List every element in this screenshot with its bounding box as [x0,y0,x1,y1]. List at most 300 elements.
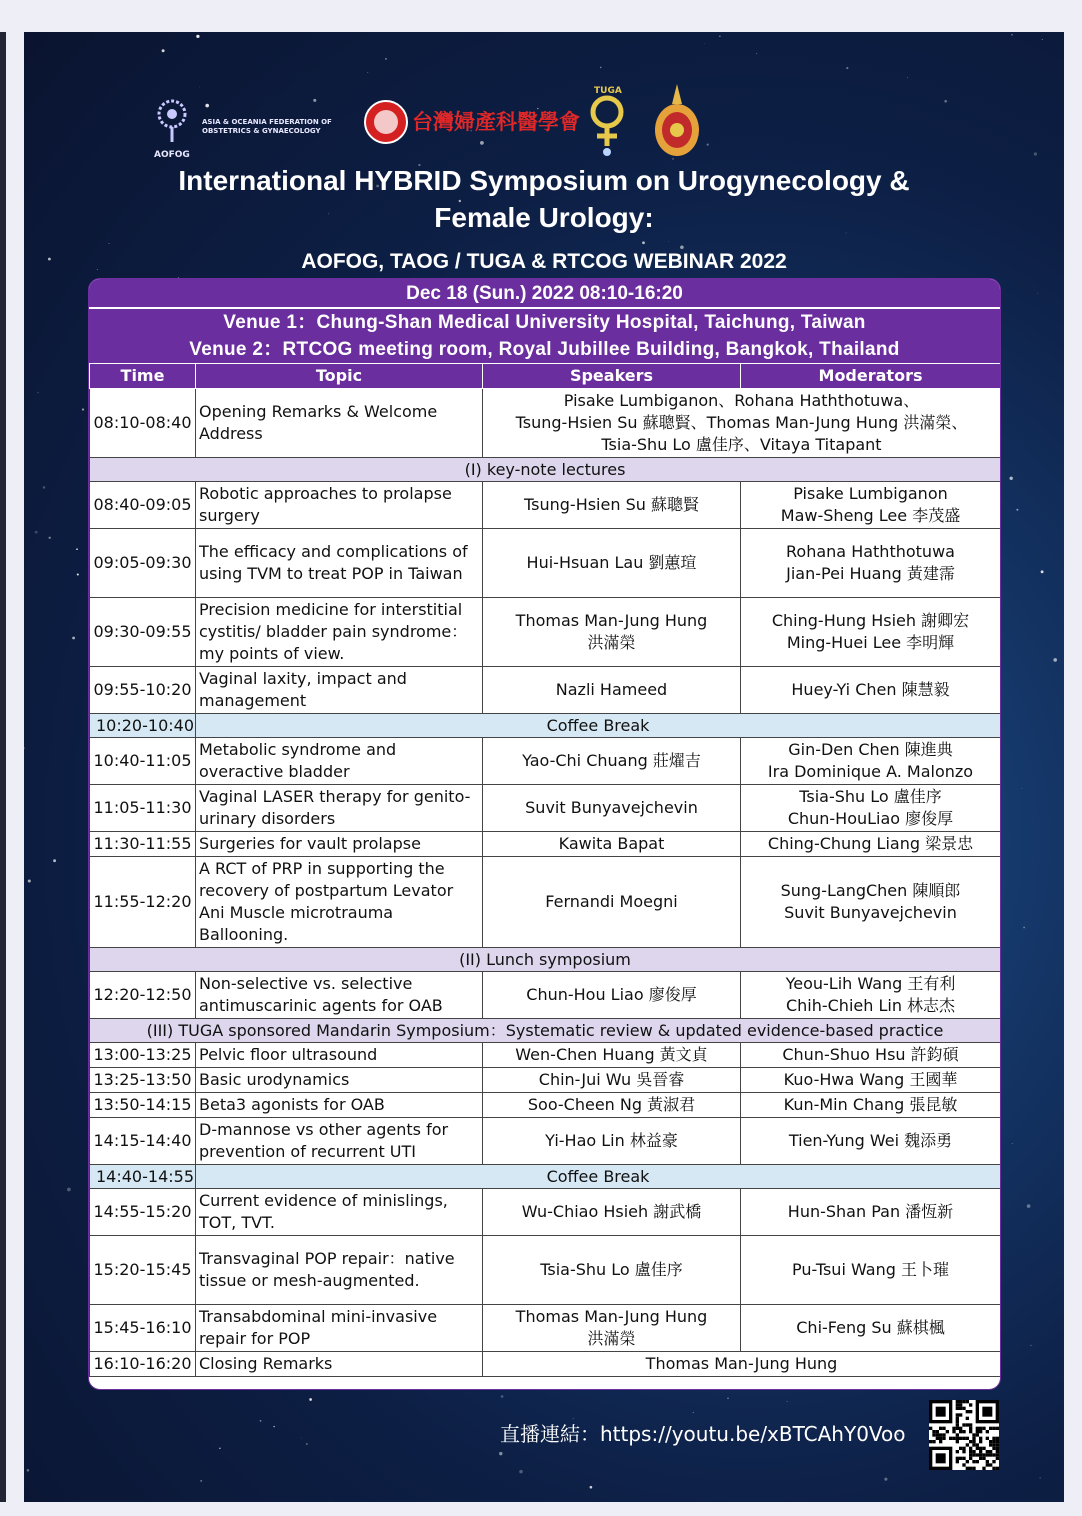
star [1023,927,1025,929]
qr-module [962,1437,965,1440]
star [1042,39,1043,40]
table-row [90,1189,1001,1236]
row-moderators [741,1068,1001,1093]
star [301,1438,302,1439]
star [642,241,645,244]
row-moderators [741,482,1001,529]
qr-module [959,1427,962,1430]
qr-module [989,1463,992,1466]
table-row [90,1043,1001,1068]
row-time: 13:00-13:25 [90,1043,196,1068]
person-line: Pu-Tsui Wang 王卜璀 [792,1260,949,1279]
col-topic: Topic [196,364,483,389]
row-speaker [483,529,741,598]
qr-module [969,1440,972,1443]
person-line: Thomas Man-Jung Hung [515,611,708,630]
star [907,77,908,78]
row-moderators [741,1118,1001,1165]
break-label: Coffee Break [196,714,1001,738]
star [1016,509,1018,511]
table-row [90,598,1001,667]
person-line: Nazli Hameed [555,680,668,699]
row-speaker [483,1189,741,1236]
star [306,1443,308,1445]
qr-module [936,1407,946,1417]
qr-module [956,1450,959,1453]
qr-module [979,1457,982,1460]
person-line: Pisake Lumbiganon [793,484,948,503]
star [43,486,46,489]
star [1039,1477,1040,1478]
webinar-subtitle: AOFOG, TAOG / TUGA & RTCOG WEBINAR 2022 [301,250,787,273]
person-line: Wen-Chen Huang 黃文貞 [515,1045,708,1064]
qr-module [956,1407,959,1410]
qr-module [969,1427,972,1430]
qr-module [972,1460,975,1463]
qr-module [959,1413,962,1416]
break-row [90,1165,1001,1189]
row-speaker [483,667,741,714]
row-moderators [741,832,1001,857]
qr-module [956,1433,959,1436]
qr-module [976,1447,979,1450]
qr-module [966,1460,969,1463]
qr-module [949,1437,952,1440]
star [219,1448,220,1449]
qr-module [962,1430,965,1433]
qr-module [969,1423,972,1426]
qr-module [989,1440,992,1443]
qr-module [962,1463,965,1466]
qr-module [942,1433,945,1436]
row-moderators [741,857,1001,948]
qr-module [962,1450,965,1453]
qr-module [976,1443,979,1446]
qr-module [986,1453,989,1456]
row-time: 08:40-09:05 [90,482,196,529]
star [1027,1204,1031,1208]
row-time: 11:55-12:20 [90,857,196,948]
row-people: Thomas Man-Jung Hung [483,1352,1001,1377]
row-topic: Vaginal laxity, impact and management [196,667,483,714]
person-line: Rohana Haththotuwa [786,542,955,561]
row-topic: Vaginal LASER therapy for genito-urinary disorders [196,785,483,832]
person-line: Suvit Bunyavejchevin [525,798,698,817]
person-line: Kun-Min Chang 張昆敏 [783,1095,958,1114]
qr-module [969,1457,972,1460]
star [590,1486,593,1489]
qr-code-icon[interactable] [929,1400,999,1470]
table-row [90,529,1001,598]
aofog-short: AOFOG [154,150,190,160]
star [756,53,757,54]
qr-module [942,1427,945,1430]
row-time: 15:45-16:10 [90,1305,196,1352]
logo-row [24,86,1064,165]
star [600,67,602,69]
qr-module [992,1427,995,1430]
person-line: Chih-Chieh Lin 林志杰 [785,996,956,1015]
qr-module [939,1440,942,1443]
star [309,1398,312,1401]
person-line: Wu-Chiao Hsieh 謝武橋 [521,1202,702,1221]
star [1011,34,1013,36]
aofog-text: ASIA & OCEANIA FEDERATION OF OBSTETRICS & GYNAECOLOGY [202,118,332,135]
star [67,1188,71,1192]
qr-module [992,1447,995,1450]
person-line: Ira Dominique A. Malonzo [767,762,974,781]
table-row [90,1093,1001,1118]
star [38,392,39,393]
poster [24,32,1064,1502]
person-line: Tsia-Shu Lo 盧佳序、Vitaya Titapant [601,435,882,454]
row-moderators [741,1305,1001,1352]
qr-module [982,1467,985,1470]
table-row [90,785,1001,832]
qr-module [952,1430,955,1433]
livestream-link[interactable] [500,1418,906,1447]
schedule-header [89,279,1000,363]
person-line: Kuo-Hwa Wang 王國華 [783,1070,958,1089]
qr-module [969,1450,972,1453]
person-line: Pisake Lumbiganon、Rohana Haththotuwa、 [563,391,920,410]
row-speaker [483,1305,741,1352]
qr-module [936,1453,946,1463]
row-topic: Precision medicine for interstitial cystitis/ bladder pain syndrome：my points of view. [196,598,483,667]
row-moderators [741,738,1001,785]
table-row [90,667,1001,714]
title-line2: Female Urology: [434,202,654,233]
qr-module [956,1440,959,1443]
qr-module [976,1430,979,1433]
person-line: Soo-Cheen Ng 黃淑君 [527,1095,696,1114]
qr-module [992,1440,995,1443]
person-line: Ming-Huei Lee 李明輝 [786,633,955,652]
person-line: Yi-Hao Lin 林益豪 [545,1131,678,1150]
qr-module [992,1467,995,1470]
qr-module [986,1450,989,1453]
star [787,1401,788,1402]
row-moderators [741,1043,1001,1068]
qr-module [972,1450,975,1453]
star [72,637,75,640]
qr-module [929,1440,932,1443]
qr-module [936,1433,939,1436]
qr-module [972,1467,975,1470]
row-speaker [483,1093,741,1118]
star [24,747,25,749]
col-time: Time [90,364,196,389]
person-line: Ching-Hung Hsieh 謝卿宏 [771,611,970,630]
qr-module [996,1467,999,1470]
qr-module [959,1403,962,1406]
break-label: Coffee Break [196,1165,1001,1189]
qr-module [979,1453,982,1456]
person-line: Sung-LangChen 陳順郎 [780,881,961,900]
qr-module [956,1423,959,1426]
qr-module [982,1407,992,1417]
qr-module [962,1457,965,1460]
qr-module [972,1453,975,1456]
qr-module [956,1437,959,1440]
row-speaker [483,1236,741,1305]
row-time: 14:40-14:55 [90,1165,196,1189]
qr-module [976,1433,979,1436]
qr-module [979,1447,982,1450]
star [668,241,669,242]
row-topic: Current evidence of minislings, TOT, TVT. [196,1189,483,1236]
qr-module [969,1467,972,1470]
qr-module [959,1400,962,1403]
qr-module [959,1407,962,1410]
qr-module [976,1427,979,1430]
col-speakers: Speakers [483,364,741,389]
star [499,1452,502,1455]
qr-module [946,1430,949,1433]
person-line: Chun-HouLiao 廖俊厚 [787,809,954,828]
star [385,58,386,59]
qr-module [986,1460,989,1463]
col-moderators: Moderators [741,364,1001,389]
star [27,1469,30,1472]
row-speaker [483,482,741,529]
qr-module [959,1457,962,1460]
row-time: 09:30-09:55 [90,598,196,667]
qr-module [956,1403,959,1406]
person-line: Tien-Yung Wei 魏添勇 [788,1131,953,1150]
qr-module [929,1427,932,1430]
qr-module [982,1427,985,1430]
person-line: Kawita Bapat [558,834,665,853]
qr-module [996,1447,999,1450]
qr-module [956,1420,959,1423]
table-row [90,389,1001,458]
row-moderators [741,972,1001,1019]
qr-module [992,1443,995,1446]
qr-module [986,1430,989,1433]
star [53,859,56,862]
qr-module [962,1407,965,1410]
qr-module [932,1433,935,1436]
qr-module [972,1440,975,1443]
star [35,531,38,534]
star [108,243,109,244]
qr-module [952,1427,955,1430]
table-row-closing [90,1352,1001,1377]
schedule-table [88,278,1001,1390]
row-moderators [741,529,1001,598]
qr-module [979,1450,982,1453]
qr-module [956,1400,959,1403]
row-time: 09:05-09:30 [90,529,196,598]
row-topic: Surgeries for vault prolapse [196,832,483,857]
section-label: (III) TUGA sponsored Mandarin Symposium：Systematic review & updated evidence-based practice [90,1019,1001,1043]
person-line: Tsia-Shu Lo 盧佳序 [799,787,942,806]
row-topic: Transvaginal POP repair：native tissue or mesh-augmented. [196,1236,483,1305]
table-row [90,1236,1001,1305]
title-line1: International HYBRID Symposium on Urogynecology & [178,165,910,196]
table-row [90,1068,1001,1093]
row-time: 13:50-14:15 [90,1093,196,1118]
section-row [90,458,1001,482]
agenda-table [89,363,1001,1377]
star [28,879,31,882]
qr-module [979,1437,982,1440]
row-topic: Non-selective vs. selective antimuscarinic agents for OAB [196,972,483,1019]
person-line: Thomas Man-Jung Hung [515,1307,708,1326]
qr-module [956,1460,959,1463]
row-topic: Pelvic floor ultrasound [196,1043,483,1068]
star [1041,570,1044,573]
person-line: Jian-Pei Huang 黃建霈 [786,564,955,583]
person-line: Fernandi Moegni [545,892,678,911]
star [48,537,50,539]
qr-module [956,1413,959,1416]
venue-2: Venue 2：RTCOG meeting room, Royal Jubillee Building, Bangkok, Thailand [189,339,900,360]
person-line: Hun-Shan Pan 潘恆新 [787,1202,954,1221]
qr-module [979,1427,982,1430]
table-row [90,857,1001,948]
qr-module [962,1447,965,1450]
row-moderators [741,667,1001,714]
qr-module [972,1443,975,1446]
qr-module [966,1400,969,1403]
star [1030,1345,1031,1346]
qr-module [982,1447,985,1450]
star [1022,788,1023,789]
row-time: 15:20-15:45 [90,1236,196,1305]
qr-module [996,1457,999,1460]
qr-module [962,1400,965,1403]
section-row [90,948,1001,972]
livestream-label: 直播連結： [500,1422,600,1446]
rtcog-logo-icon [652,82,702,160]
section-label: (II) Lunch symposium [90,948,1001,972]
star [273,1426,274,1427]
qr-module [982,1457,985,1460]
taog-text: 台灣婦產科醫學會 [412,109,580,134]
qr-module [962,1423,965,1426]
qr-module [932,1440,935,1443]
qr-module [959,1437,962,1440]
star [884,1478,887,1481]
qr-module [952,1437,955,1440]
qr-module [959,1447,962,1450]
person-line: Chin-Jui Wu 吳晉睿 [538,1070,685,1089]
row-moderators [741,1236,1001,1305]
star [200,1480,202,1482]
row-speaker [483,738,741,785]
row-topic: Beta3 agonists for OAB [196,1093,483,1118]
qr-module [966,1423,969,1426]
row-speaker [483,972,741,1019]
qr-module [992,1437,995,1440]
row-topic: A RCT of PRP in supporting the recovery of postpartum Levator Ani Muscle microtrauma Ballooning. [196,857,483,948]
qr-module [959,1430,962,1433]
qr-module [976,1453,979,1456]
person-line: Ching-Chung Liang 梁景忠 [767,834,974,853]
qr-module [956,1417,959,1420]
qr-module [986,1437,989,1440]
star [680,245,684,249]
qr-module [989,1450,992,1453]
qr-module [966,1417,969,1420]
aofog-logo-icon [152,96,192,146]
qr-module [992,1453,995,1456]
qr-module [972,1433,975,1436]
venue-1: Venue 1：Chung-Shan Medical University Hospital, Taichung, Taiwan [223,312,866,333]
person-line: Chun-Hou Liao 廖俊厚 [526,985,697,1004]
person-line: Gin-Den Chen 陳進典 [788,740,953,759]
row-moderators [741,785,1001,832]
column-headers [90,364,1001,389]
row-time: 09:55-10:20 [90,667,196,714]
row-speaker [483,857,741,948]
symposium-title [24,162,1064,236]
qr-module [989,1427,992,1430]
qr-module [976,1460,979,1463]
row-speaker [483,1118,741,1165]
person-line: Tsia-Shu Lo 盧佳序 [540,1260,683,1279]
table-row [90,482,1001,529]
star [704,43,705,44]
row-time: 10:20-10:40 [90,714,196,738]
star [82,408,84,410]
person-line: Chi-Feng Su 蘇棋楓 [796,1318,945,1337]
person-line: Suvit Bunyavejchevin [784,903,957,922]
person-line: Tsung-Hsien Su 蘇聰賢 [524,495,699,514]
table-row [90,1305,1001,1352]
table-row [90,738,1001,785]
qr-module [942,1437,945,1440]
qr-module [932,1430,935,1433]
livestream-url[interactable]: https://youtu.be/xBTCAhY0Voo [600,1422,906,1446]
table-row [90,972,1001,1019]
row-speaker [483,832,741,857]
star [1009,477,1012,480]
person-line: Yeou-Lih Wang 王有利 [785,974,956,993]
qr-module [972,1437,975,1440]
qr-module [996,1443,999,1446]
table-row [90,832,1001,857]
qr-module [992,1460,995,1463]
star [199,87,200,88]
qr-module [939,1437,942,1440]
qr-module [989,1443,992,1446]
qr-module [936,1437,939,1440]
qr-module [969,1403,972,1406]
row-time: 14:15-14:40 [90,1118,196,1165]
row-moderators [741,1189,1001,1236]
qr-module [979,1440,982,1443]
person-line: Huey-Yi Chen 陳慧毅 [791,680,950,699]
star [162,49,165,52]
qr-module [979,1430,982,1433]
table-row [90,1118,1001,1165]
page-edge [0,32,6,1502]
qr-module [996,1450,999,1453]
person-line: Tsung-Hsien Su 蘇聰賢、Thomas Man-Jung Hung 洪滿榮、 [515,413,968,432]
star [1012,1143,1013,1144]
section-row [90,1019,1001,1043]
qr-module [966,1410,969,1413]
qr-module [956,1427,959,1430]
star [519,1470,523,1474]
taog-logo-icon [364,100,408,144]
row-topic: Basic urodynamics [196,1068,483,1093]
star [693,1412,694,1413]
row-time: 10:40-11:05 [90,738,196,785]
